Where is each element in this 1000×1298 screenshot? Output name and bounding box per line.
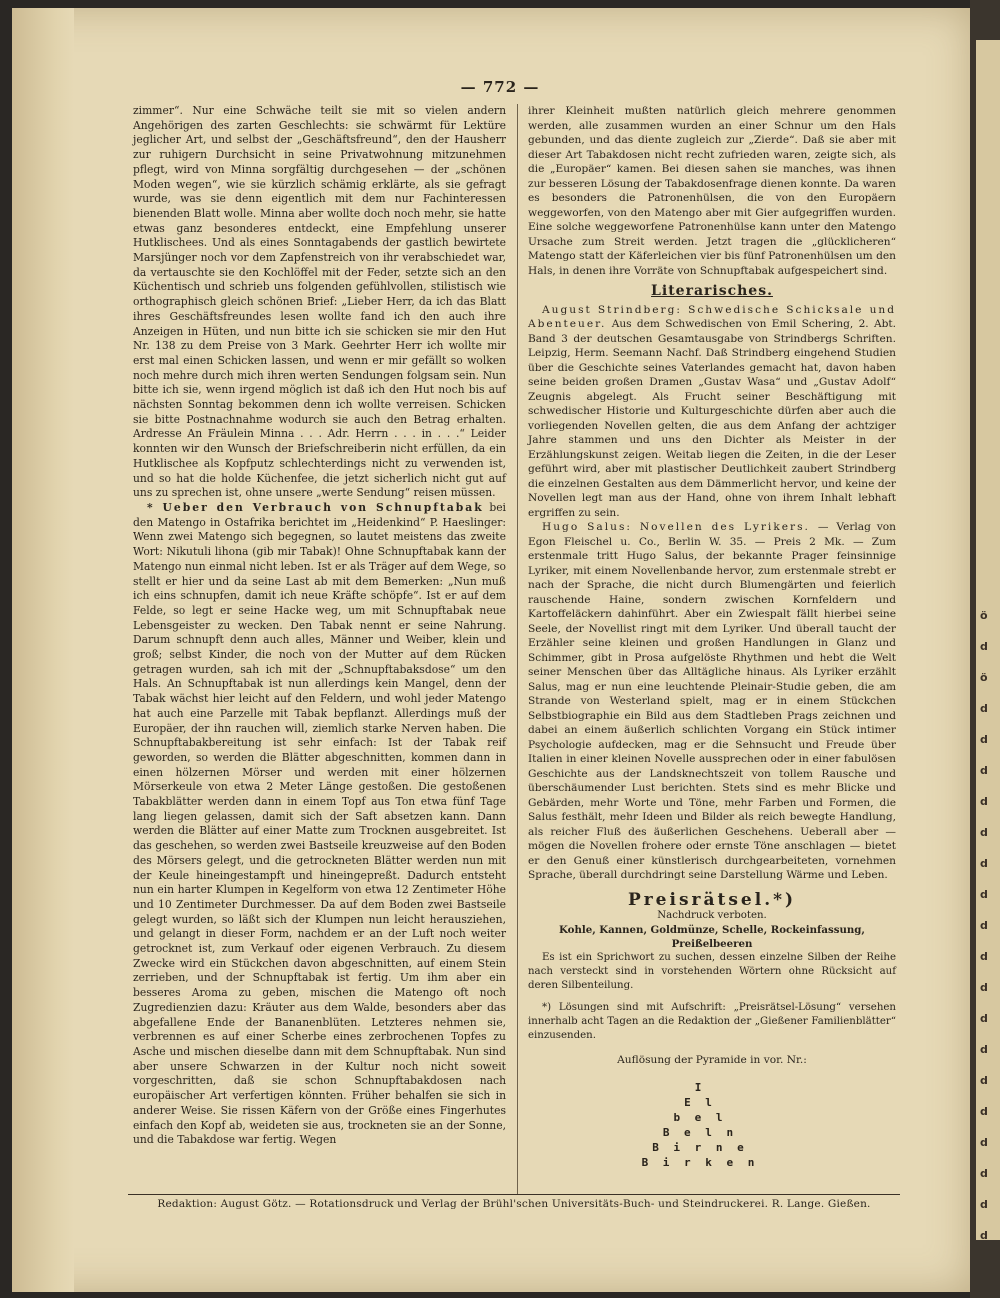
review-strindberg-lead: August Strindberg: Schwedische Schicksale und Abenteuer. [528, 303, 896, 330]
review-salus-text: Verlag von Egon Fleischel u. Co., Berlin W. 35. — Preis 2 Mk. — Zum erstenmale tritt Hugo Salus, der bekannte Prager feinsinnige Lyriker, mit einem Novellenbande hervor, zum erstenmale strebt er nach der Sprache, die nicht durch Blumengärten und feierlich rauschende Haine, sondern zwischen Kornfeldern und Kartoffeläckern dahinführt. Aber ein Zwiespalt fällt hierbei seine Seele, der Novellist ringt mit dem Lyriker. Und überall taucht der Erzähler seine kleinen und großen Handlungen in Glanz und Schimmer, gibt in Prosa aufgelöste Rhythmen und hebt die Welt seiner Menschen über das Alltägliche hinaus. Als Lyriker erzählt Salus, mag er nun eine leuchtende Pleinair-Studie geben, die am Strande von Westerland spielt, mag er in einem Stückchen Selbstbiographie ein Bild aus dem Stadtleben Prags zeichnen und dabei an einem äußerlich schlichten Vorgang ein Stück intimer Psychologie aufdecken, mag er die Sehnsucht und Freude über Italien in einer kleinen Novelle aussprechen oder in einer fabulösen Geschichte aus der Landsknechtszeit von tollem Rausche und überschäumender Lust berichten. Stets sind es mehr Blicke und Gebärden, mehr Worte und Töne, mehr Farben und Formen, die Salus festhält, mehr Ideen und Bilder als reich bewegte Handlung, als reicher Fluß des äußerlichen Geschehens. Ueberall aber — mögen die Novellen frohere oder ernste Töne anschlagen — bietet er den Genuß einer künstlerisch durchgearbeiteten, vornehmen Sprache, überall durchdringt seine Darstellung Wärme und Leben. [528, 521, 896, 881]
riddle-words: Kohle, Kannen, Goldmünze, Schelle, Rockeinfassung, Preißelbeeren [559, 924, 865, 950]
review-strindberg-text: Aus dem Schwedischen von Emil Schering, 2. Abt. Band 3 der deutschen Gesamtausgabe von Strindbergs Schriften. Leipzig, Herm. Seemann Nachf. Daß Strindberg eingehend Studien über die Geschichte seines Vaterlandes gemacht hat, davon haben seine beiden großen Dramen „Gustav Wasa“ und „Gustav Adolf“ Zeugnis abgelegt. Als Frucht seiner Beschäftigung mit schwedischer Historie und Kulturgeschichte dürfen aber auch die vorliegenden Novellen gelten, die aus dem Anfang der achtziger Jahre stammen und uns den Dichter als Meister in der Erzählungskunst zeigen. Weitab liegen die Zeiten, in die der Leser geführt wird, aber mit plastischer Deutlichkeit zaubert Strindberg die einzelnen Gestalten aus dem Dämmerlicht hervor, und keine der Novellen legt man aus der Hand, ohne von ihrem Inhalt lebhaft ergriffen zu sein. [528, 318, 896, 519]
literary-heading: Literarisches. [651, 283, 773, 299]
pyramid-row: E l [684, 1096, 716, 1109]
column-divider [517, 104, 518, 1194]
pyramid-row: B i r n e [652, 1141, 748, 1154]
right-column [528, 104, 896, 1068]
article-schnupftabak [133, 501, 506, 1148]
pyramid-row: B i r k e n [641, 1156, 759, 1169]
riddle-footnote: *) Lösungen sind mit Aufschrift: „Preisrätsel-Lösung“ versehen innerhalb acht Tagen an die Redaktion der „Gießener Familienblätter“ einzusenden. [528, 1002, 896, 1041]
article-schnupftabak-text: bei den Matengo in Ostafrika berichtet im „Heidenkind“ P. Haeslinger: Wenn zwei Matengo sich begegnen, so lautet meistens das zweite Wort: Nikutuli lihona (gib mir Tabak)! Ohne Schnupftabak kann der Matengo nun einmal nicht leben. Ist er als Träger auf dem Wege, so stellt er hier und da seine Last ab mit dem Bemerken: „Nun muß ich eins schnupfen, damit ich neue Kräfte schöpfe“. Ist er auf dem Felde, so legt er seine Hacke weg, um mit Schnupftabak neue Lebensgeister zu wecken. Den Tabak nennt er seine Nahrung. Darum schnupft denn auch alles, Männer und Weiber, klein und groß; selbst Kinder, die noch von der Mutter auf dem Rücken getragen wurden, sah ich mit der „Schnupftabaksdose“ um den Hals. An Schnupftabak ist nun allerdings kein Mangel, denn der Tabak wächst hier leicht auf den Feldern, und wohl jeder Matengo hat auch eine Parzelle mit Tabak bepflanzt. Allerdings muß der Europäer, der ihn rauchen will, ziemlich starke Nerven haben. Die Schnupftabakbereitung ist sehr einfach: Ist der Tabak reif geworden, so werden die Blätter abgeschnitten, kommen dann in einen hölzernen Mörser und werden mit einer hölzernen Mörserkeule von etwa 2 Meter Länge gestoßen. Die gestoßenen Tabakblätter werden dann in einem Topf aus Ton etwa fünf Tage lang liegen gelassen, damit sich der Saft absetzen kann. Dann werden die Blätter auf einer Matte zum Trocknen ausgebreitet. Ist das geschehen, so werden zwei Bastseile kreuzweise auf den Boden des Mörsers gelegt, und die getrockneten Blätter werden nun mit der Keule hineingestampft und hineingepreßt. Dadurch entsteht nun ein harter Klumpen in Kegelform von etwa 12 Zentimeter Höhe und 10 Zentimeter Durchmesser. Da auf dem Boden zwei Bastseile gelegt wurden, so läßt sich der Klumpen nun leicht herausziehen, und gelangt in dieser Form, nachdem er an der Luft noch weiter getrocknet ist, zum Verkauf oder eigenen Verbrauch. Zu diesem Zwecke wird ein Stückchen davon abgeschnitten, auf einem Stein zerrieben, und der Schnupftabak ist fertig. Um ihm aber ein besseres Aroma zu geben, mischen die Matengo oft noch Zugredienzien dazu: Kräuter aus dem Walde, besonders aber das abgefallene Ende der Bananenblüten. Letzteres nehmen sie, verbrennen es auf einer Scherbe eines zerbrochenen Topfes zu Asche und mischen dieselbe dann mit dem Schnupftabak. Nun sind aber unsere Schwarzen in der Kultur noch nicht soweit vorgeschritten, daß sie schon Schnupftabakdosen nach europäischer Art verfertigen könnten. Früher behalfen sie sich in anderer Weise. Sie rissen Käfern von der Größe eines Fingerhutes einfach den Kopf ab, weideten sie aus, trockneten sie an der Sonne, und die Tabakdose war fertig. Wegen [133, 500, 506, 1147]
pyramid-row: I [694, 1081, 706, 1094]
review-strindberg [528, 303, 896, 521]
pyramid-row: B e l n [662, 1126, 738, 1139]
imprint-footer: Redaktion: August Götz. — Rotationsdruck und Verlag der Brühl'schen Universitäts-Buch- und Steindruckerei. R. Lange. Gießen. [157, 1198, 871, 1210]
footer-rule [128, 1194, 900, 1195]
pyramid-row: b e l [673, 1111, 727, 1124]
pyramid-solution [600, 1080, 800, 1170]
page-number: — 772 — [460, 78, 540, 96]
article-minna-paragraph: zimmer“. Nur eine Schwäche teilt sie mit so vielen andern Angehörigen des zarten Geschlechts: sie schwärmt für Lektüre jeglicher Art, und selbst der „Geschäftsfreund“, den der Hausherr zur ruhigern Durchsicht in seine Privatwohnung mitzunehmen pflegt, wird von Minna sorgfältig durchgesehen — der „schönen Moden wegen“, wie sie kürzlich schämig erklärte, als sie gefragt wurde, was sie denn eigentlich mit dem nur Fachinteressen bienenden Blatt wolle. Minna aber wollte doch noch mehr, sie hatte etwas ganz besonderes entdeckt, eine Empfehlung unserer Hutklischees. Und als eines Sonntagabends der gastlich bewirtete Marsjünger noch vor dem Zapfenstreich von ihr verabschiedet war, da vertauschte sie den Kochlöffel mit der Feder, setzte sich an den Küchentisch und schrieb uns folgenden gefühlvollen, stilistisch wie orthographisch gleich schönen Brief: „Lieber Herr, da ich das Blatt ihres Geschäftsfreundes lesen wollte fand ich den auch ihre Anzeigen in Hüten, und nun bitte ich sie schicken sie mir den Hut Nr. 138 zu dem Preise von 3 Mark. Geehrter Herr ich wollte mir erst mal einen Schicken lassen, und wenn er mir gefällt so wolken noch mehre durch mich ihren werten Sendungen folgsam sein. Nun bitte ich sie, wenn irgend möglich ist daß ich den Hut noch bis auf nächsten Sonntag bekommen denn ich wollte verreisen. Schicken sie bitte Postnachnahme wodurch sie auch den Betrag erhalten. Ardresse An Fräulein Minna . . . Adr. Herrn . . . in . . .“ Leider konnten wir den Wunsch der Briefschreiberin nicht erfüllen, da ein Hutklischee als Kopfputz schlechterdings nicht zu verwenden ist, und so hat die holde Küchenfee, die jetzt sicherlich nicht gut auf uns zu sprechen ist, ohne unsere „werte Sendung“ reisen müssen. [133, 104, 506, 500]
riddle-reprint-note: Nachdruck verboten. [657, 910, 767, 921]
left-column [133, 104, 506, 1148]
page-spine-shadow [12, 8, 74, 1292]
review-salus [528, 520, 896, 883]
article-schnupftabak-continued: ihrer Kleinheit mußten natürlich gleich mehrere genommen werden, alle zusammen wurden an einer Schnur um den Hals gebunden, und das diente zugleich zur „Zierde“. Daß sie aber mit dieser Art Tabakdosen nicht recht zufrieden waren, zeigte sich, als die „Europäer“ kamen. Bei diesen sahen sie manches, was ihnen zur besseren Lösung der Tabakdosenfrage dienen konnte. Da waren es besonders die Patronenhülsen, die von den Europäern weggeworfen, von den Matengo aber mit Gier aufgegriffen wurden. Eine solche weggeworfene Patronenhülse kann unter den Matengo Ursache zum Streit werden. Jetzt tragen die „glücklicheren“ Matengo statt der Käferleichen vier bis fünf Patronenhülsen um den Hals, in denen ihre Vorräte von Schnupftabak aufgespeichert sind. [528, 105, 896, 277]
riddle-instructions: Es ist ein Sprichwort zu suchen, dessen einzelne Silben der Reihe nach versteckt sind in vorstehenden Wörtern ohne Rücksicht auf deren Silbenteilung. [528, 952, 896, 991]
article-schnupftabak-lead: * Ueber den Verbrauch von Schnupftabak [147, 500, 484, 514]
pyramid-solution-label: Auflösung der Pyramide in vor. Nr.: [617, 1054, 807, 1066]
facing-page-letters: ö d ö d d d d d d d d d d d d d d d d d d [980, 609, 988, 1242]
facing-page-stub [976, 40, 1000, 1240]
review-salus-lead: Hugo Salus: Novellen des Lyrikers. — [542, 521, 831, 533]
riddle-title: Preisrätsel.*) [627, 889, 797, 910]
facing-page-edge [970, 0, 1000, 1298]
